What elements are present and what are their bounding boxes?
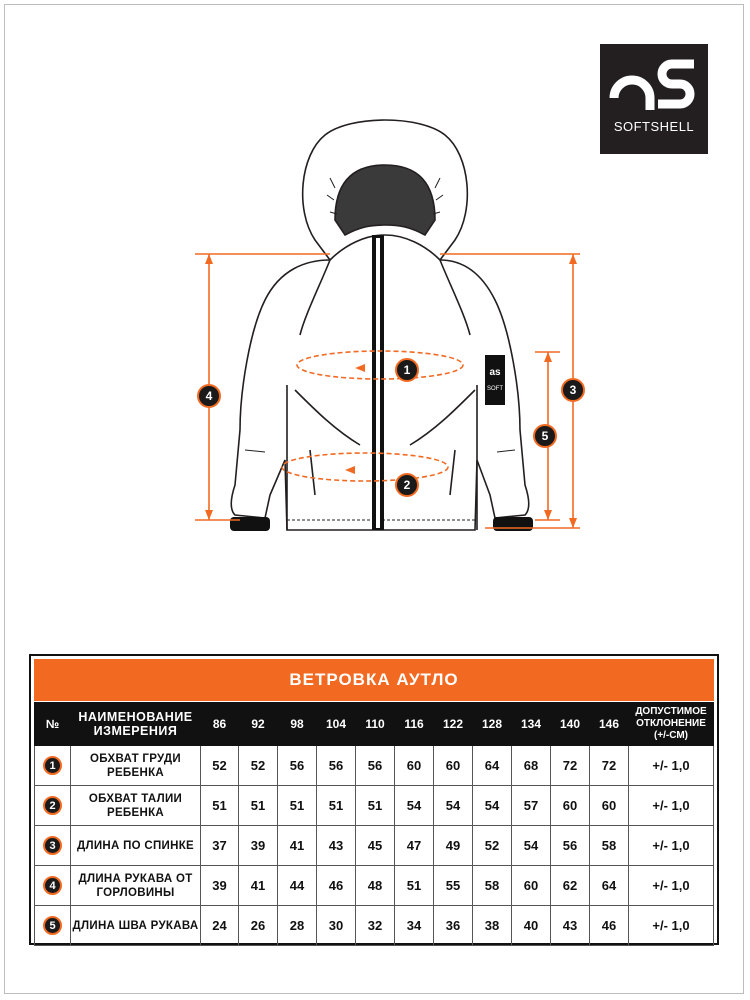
- marker-5: [534, 425, 556, 447]
- col-size-header: 92: [239, 703, 278, 746]
- size-grid: [34, 702, 714, 946]
- marker-1: [396, 359, 418, 381]
- size-value-cell: 58: [473, 866, 512, 906]
- row-number-cell: [35, 746, 71, 786]
- col-size-header: 104: [317, 703, 356, 746]
- table-row: [35, 866, 714, 906]
- col-size-header: 128: [473, 703, 512, 746]
- size-value-cell: 36: [434, 906, 473, 946]
- measurement-name-cell: ДЛИНА РУКАВА ОТ ГОРЛОВИНЫ: [71, 866, 201, 906]
- size-value-cell: 64: [473, 746, 512, 786]
- marker-2-label: 2: [403, 478, 411, 492]
- marker-2: [396, 474, 418, 496]
- col-tolerance-header: ДОПУСТИМОЕ ОТКЛОНЕНИЕ (+/-СМ): [629, 703, 714, 746]
- size-value-cell: 54: [434, 786, 473, 826]
- size-value-cell: 52: [201, 746, 239, 786]
- measurement-name-cell: ДЛИНА ШВА РУКАВА: [71, 906, 201, 946]
- size-value-cell: 51: [356, 786, 395, 826]
- tolerance-cell: +/- 1,0: [629, 826, 714, 866]
- logo-text: SOFTSHELL: [613, 119, 695, 134]
- size-value-cell: 51: [201, 786, 239, 826]
- size-value-cell: 52: [473, 826, 512, 866]
- size-value-cell: 39: [239, 826, 278, 866]
- tolerance-cell: +/- 1,0: [629, 906, 714, 946]
- size-table: [29, 654, 719, 945]
- size-value-cell: 38: [473, 906, 512, 946]
- size-value-cell: 28: [278, 906, 317, 946]
- size-value-cell: 56: [551, 826, 590, 866]
- size-value-cell: 37: [201, 826, 239, 866]
- size-value-cell: 41: [278, 826, 317, 866]
- measurement-name-cell: ОБХВАТ ТАЛИИ РЕБЕНКА: [71, 786, 201, 826]
- size-value-cell: 55: [434, 866, 473, 906]
- row-number-cell: [35, 826, 71, 866]
- size-value-cell: 58: [590, 826, 629, 866]
- size-value-cell: 44: [278, 866, 317, 906]
- size-value-cell: 72: [551, 746, 590, 786]
- size-value-cell: 51: [239, 786, 278, 826]
- size-value-cell: 39: [201, 866, 239, 906]
- measurement-name-cell: ОБХВАТ ГРУДИ РЕБЕНКА: [71, 746, 201, 786]
- size-value-cell: 48: [356, 866, 395, 906]
- size-value-cell: 46: [317, 866, 356, 906]
- col-size-header: 146: [590, 703, 629, 746]
- marker-4: [198, 385, 220, 407]
- size-value-cell: 46: [590, 906, 629, 946]
- size-value-cell: 41: [239, 866, 278, 906]
- size-value-cell: 54: [512, 826, 551, 866]
- size-value-cell: 52: [239, 746, 278, 786]
- size-value-cell: 32: [356, 906, 395, 946]
- table-body: [35, 746, 714, 946]
- row-number-cell: [35, 786, 71, 826]
- col-size-header: 140: [551, 703, 590, 746]
- marker-1-label: 1: [403, 363, 411, 377]
- col-size-header: 110: [356, 703, 395, 746]
- size-value-cell: 62: [551, 866, 590, 906]
- size-value-cell: 43: [551, 906, 590, 946]
- sleeve-badge: [485, 355, 505, 405]
- size-value-cell: 60: [434, 746, 473, 786]
- size-value-cell: 51: [278, 786, 317, 826]
- size-value-cell: 34: [395, 906, 434, 946]
- table-title: ВЕТРОВКА АУТЛО: [34, 659, 714, 701]
- back-length-line: [440, 254, 580, 528]
- row-number-badge: 4: [43, 876, 62, 895]
- size-value-cell: 56: [317, 746, 356, 786]
- size-value-cell: 26: [239, 906, 278, 946]
- marker-5-label: 5: [541, 429, 549, 443]
- row-number-cell: [35, 866, 71, 906]
- size-value-cell: 49: [434, 826, 473, 866]
- row-number-cell: [35, 906, 71, 946]
- size-value-cell: 56: [356, 746, 395, 786]
- left-cuff: [230, 517, 270, 531]
- col-size-header: 122: [434, 703, 473, 746]
- table-row: [35, 786, 714, 826]
- waist-ellipse: [282, 453, 448, 481]
- size-value-cell: 51: [317, 786, 356, 826]
- table-row: [35, 906, 714, 946]
- col-name-header: НАИМЕНОВАНИЕ ИЗМЕРЕНИЯ: [71, 703, 201, 746]
- size-value-cell: 47: [395, 826, 434, 866]
- size-value-cell: 56: [278, 746, 317, 786]
- marker-4-label: 4: [205, 389, 213, 403]
- size-value-cell: 43: [317, 826, 356, 866]
- row-number-badge: 2: [43, 796, 62, 815]
- size-value-cell: 51: [395, 866, 434, 906]
- row-number-badge: 1: [43, 756, 62, 775]
- tolerance-cell: +/- 1,0: [629, 746, 714, 786]
- header-row: [35, 703, 714, 746]
- size-value-cell: 64: [590, 866, 629, 906]
- size-value-cell: 60: [512, 866, 551, 906]
- size-value-cell: 72: [590, 746, 629, 786]
- row-number-badge: 5: [43, 916, 62, 935]
- size-value-cell: 60: [590, 786, 629, 826]
- marker-3-label: 3: [569, 383, 577, 397]
- tolerance-cell: +/- 1,0: [629, 786, 714, 826]
- brand-logo: [600, 44, 708, 154]
- right-cuff: [493, 517, 533, 531]
- size-value-cell: 54: [395, 786, 434, 826]
- row-number-badge: 3: [43, 836, 62, 855]
- col-num-header: №: [35, 703, 71, 746]
- col-size-header: 98: [278, 703, 317, 746]
- col-size-header: 134: [512, 703, 551, 746]
- marker-3: [562, 379, 584, 401]
- table-row: [35, 746, 714, 786]
- size-value-cell: 57: [512, 786, 551, 826]
- logo-mark-icon: [606, 54, 702, 114]
- col-size-header: 116: [395, 703, 434, 746]
- size-value-cell: 24: [201, 906, 239, 946]
- table-row: [35, 826, 714, 866]
- size-value-cell: 54: [473, 786, 512, 826]
- size-value-cell: 60: [395, 746, 434, 786]
- sleeve-badge-sub: SOFT: [487, 386, 503, 392]
- size-value-cell: 40: [512, 906, 551, 946]
- size-value-cell: 30: [317, 906, 356, 946]
- jacket-drawing: [185, 100, 605, 545]
- size-value-cell: 68: [512, 746, 551, 786]
- size-value-cell: 45: [356, 826, 395, 866]
- sleeve-badge-text: as: [489, 367, 501, 378]
- hood-inner: [335, 165, 435, 235]
- tolerance-cell: +/- 1,0: [629, 866, 714, 906]
- size-value-cell: 60: [551, 786, 590, 826]
- measurement-name-cell: ДЛИНА ПО СПИНКЕ: [71, 826, 201, 866]
- col-size-header: 86: [201, 703, 239, 746]
